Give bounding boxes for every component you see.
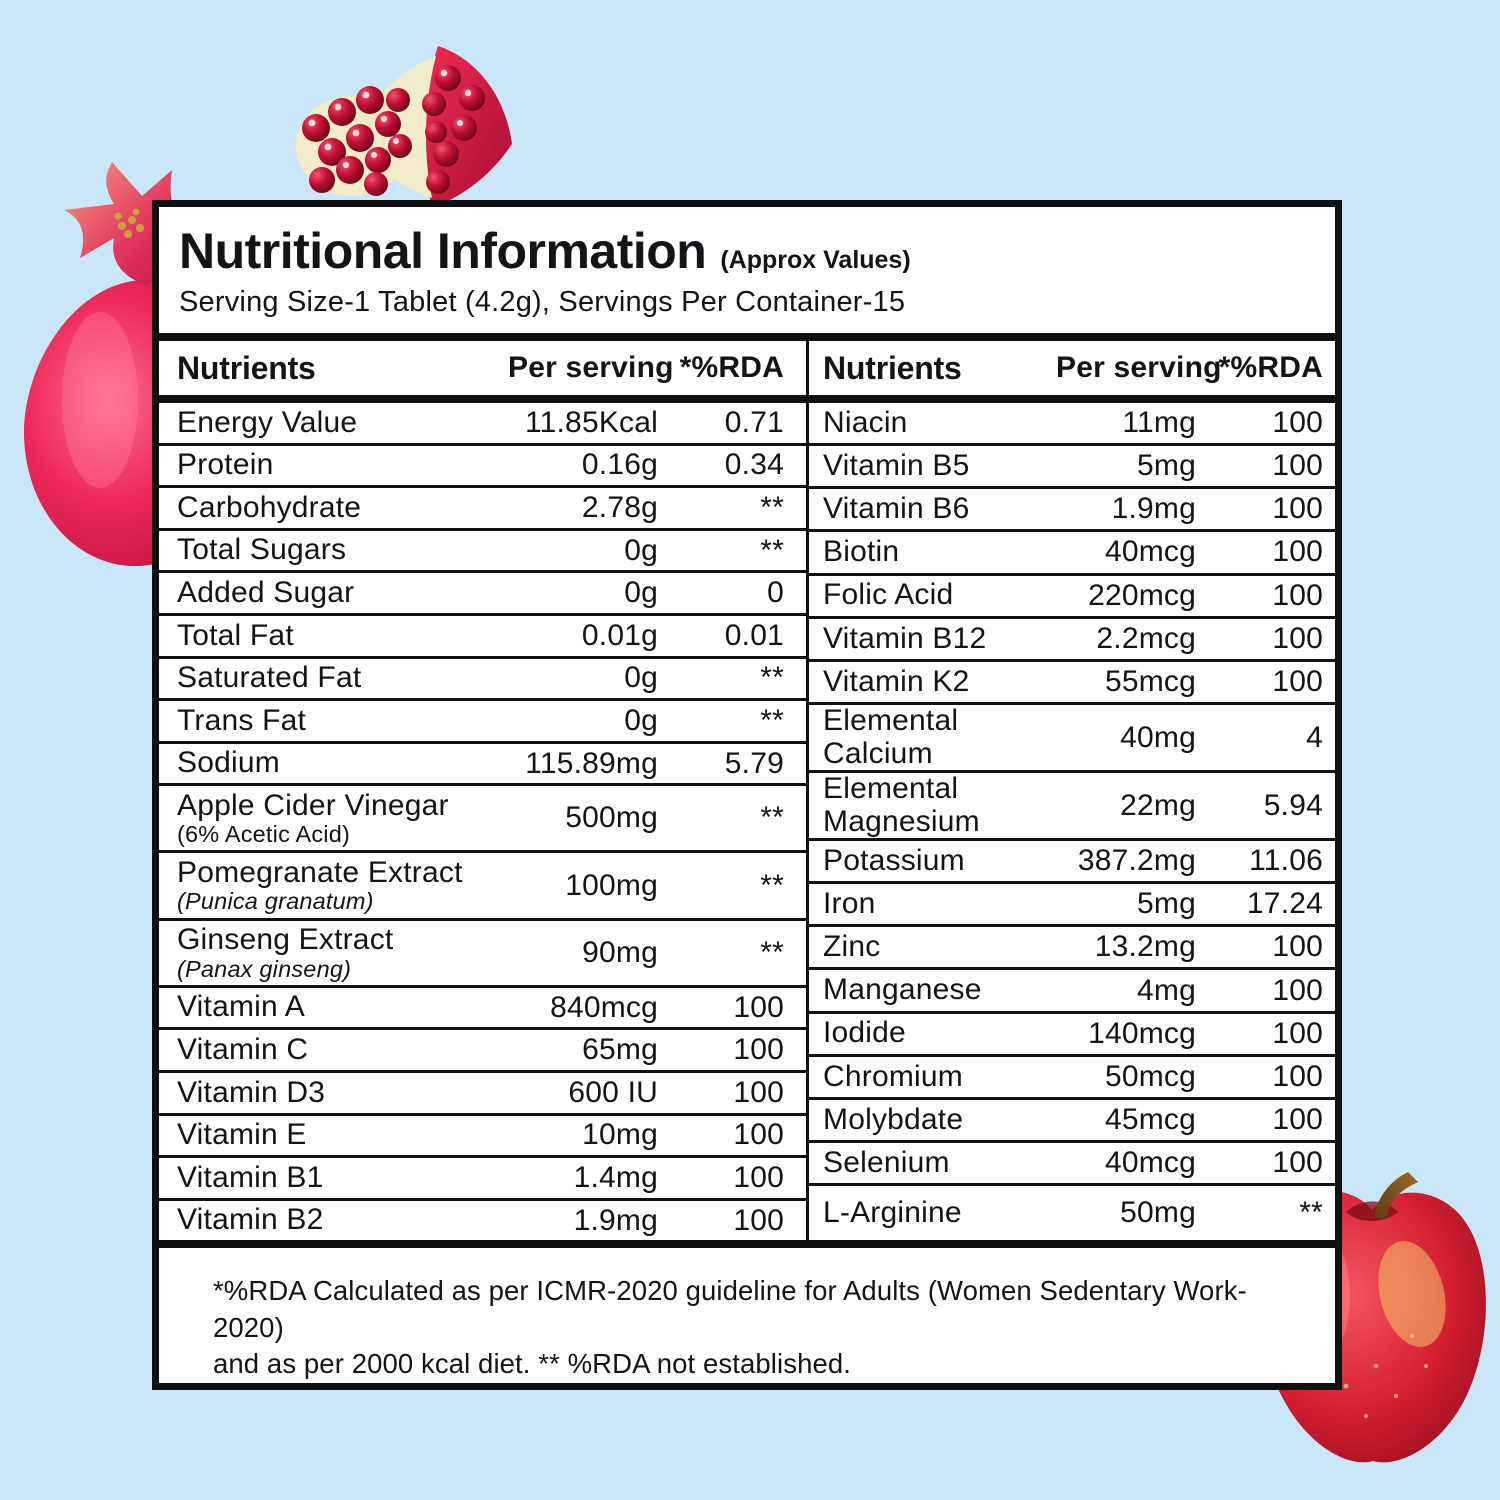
nutrient-rda: 17.24	[1246, 887, 1323, 921]
nutrient-amount: 40mg	[1120, 720, 1196, 754]
nutrient-row	[159, 488, 806, 531]
nutrient-amount: 45mcg	[1104, 1102, 1196, 1136]
nutrient-amount: 0g	[624, 703, 658, 737]
nutrient-name: Pomegranate Extract (Punica granatum)	[177, 857, 508, 914]
nutrient-name: Vitamin E	[177, 1118, 307, 1152]
nutrient-row	[809, 446, 1335, 489]
nutrient-subname: (Panax ginseng)	[177, 955, 352, 982]
nutrient-rda: 5.79	[724, 746, 784, 780]
nutrient-row	[159, 446, 806, 489]
nutrient-rda: 100	[733, 1033, 784, 1067]
nutrient-amount: 387.2mg	[1077, 844, 1196, 878]
nutrient-row	[159, 853, 806, 920]
left-table	[159, 403, 806, 1240]
nutrient-rda: **	[760, 533, 784, 567]
nutrient-row	[159, 744, 806, 787]
nutrient-name: Chromium	[823, 1059, 963, 1093]
nutrient-rda: 100	[733, 1203, 784, 1237]
nutrient-name: Added Sugar	[177, 575, 355, 609]
nutrient-name: Folic Acid	[823, 578, 954, 612]
column-header-rda: *%RDA	[1218, 351, 1323, 384]
nutrient-row	[159, 1116, 806, 1159]
nutrient-name: Iodide	[823, 1016, 906, 1050]
nutrient-row	[809, 773, 1335, 841]
nutrient-name: Sodium	[177, 746, 280, 780]
nutrient-rda: 100	[1272, 492, 1323, 526]
nutrient-row	[809, 403, 1335, 446]
nutrient-row	[159, 1030, 806, 1073]
nutrient-name: Potassium	[823, 843, 965, 877]
nutrient-rda: 100	[1272, 449, 1323, 483]
nutrient-name: Vitamin B2	[177, 1203, 324, 1237]
nutrient-name: Vitamin B5	[823, 449, 970, 483]
nutrient-name: Vitamin D3	[177, 1075, 326, 1109]
nutrient-name: Vitamin C	[177, 1032, 309, 1066]
nutrient-amount: 22mg	[1120, 788, 1196, 822]
nutrient-rda: 100	[1272, 1059, 1323, 1093]
nutrient-amount: 0g	[624, 533, 658, 567]
nutrient-rda: 0.34	[724, 448, 784, 482]
nutrient-subname: (6% Acetic Acid)	[177, 821, 350, 848]
nutrient-row	[809, 841, 1335, 884]
serving-info: Serving Size-1 Tablet (4.2g), Servings Per Container-15	[179, 285, 906, 318]
nutrient-rda: 0	[767, 576, 784, 610]
nutrient-row	[159, 701, 806, 744]
nutrient-amount: 1.4mg	[573, 1160, 658, 1194]
nutrient-amount: 11mg	[1122, 406, 1196, 440]
nutrient-rda: 100	[1272, 930, 1323, 964]
nutrient-amount: 2.78g	[581, 490, 658, 524]
left-table-header	[159, 341, 806, 395]
nutrient-amount: 100mg	[565, 868, 658, 902]
nutrient-amount: 115.89mg	[525, 746, 658, 780]
column-header-nutrients: Nutrients	[177, 349, 316, 386]
nutrient-amount: 220mcg	[1088, 578, 1196, 612]
nutrient-rda: 100	[1272, 1016, 1323, 1050]
nutrient-row	[809, 1186, 1335, 1240]
nutrient-amount: 13.2mg	[1094, 930, 1196, 964]
column-header-per-serving: Per serving	[1056, 351, 1222, 384]
page-title: Nutritional Information	[179, 223, 707, 279]
nutrient-rda: 100	[733, 1075, 784, 1109]
nutrient-name: Apple Cider Vinegar (6% Acetic Acid)	[177, 790, 508, 847]
nutrient-name: L-Arginine	[823, 1196, 962, 1230]
footnote-line: *%RDA Calculated as per ICMR-2020 guideline for Adults (Women Sedentary Work-2020)	[213, 1275, 1247, 1343]
nutrient-row	[159, 1158, 806, 1201]
nutrient-amount: 600 IU	[568, 1075, 658, 1109]
nutrient-name: Vitamin K2	[823, 664, 970, 698]
nutrient-row	[809, 970, 1335, 1013]
right-table-header	[806, 341, 1335, 395]
nutrient-rda: 100	[1272, 1102, 1323, 1136]
nutrient-rda: **	[1299, 1196, 1323, 1230]
nutrient-amount: 1.9mg	[573, 1203, 658, 1237]
nutrient-row	[809, 576, 1335, 619]
nutrient-amount: 0g	[624, 661, 658, 695]
nutrient-row	[159, 1201, 806, 1241]
nutrient-amount: 10mg	[582, 1118, 658, 1152]
nutrient-amount: 140mcg	[1088, 1016, 1196, 1050]
nutrient-row	[159, 573, 806, 616]
footnote-line: and as per 2000 kcal diet. ** %RDA not established.	[213, 1348, 851, 1380]
nutrient-amount: 4mg	[1137, 973, 1196, 1007]
nutrient-amount: 0.16g	[581, 448, 658, 482]
nutrient-amount: 0.01g	[581, 618, 658, 652]
nutrient-name: Vitamin B6	[823, 492, 970, 526]
nutrient-rda: **	[760, 703, 784, 737]
nutrient-row	[809, 927, 1335, 970]
nutrient-rda: 100	[1272, 1146, 1323, 1180]
nutrient-name: Elemental Calcium	[823, 704, 959, 770]
nutrient-row	[809, 705, 1335, 773]
nutrient-amount: 55mcg	[1104, 664, 1196, 698]
table-header-row	[159, 333, 1335, 403]
nutrient-row	[809, 1143, 1335, 1186]
nutrient-rda: **	[760, 490, 784, 524]
title-line	[179, 225, 1315, 278]
nutrient-name: Selenium	[823, 1145, 950, 1179]
nutrition-label-card	[152, 200, 1342, 1390]
rda-footnote	[159, 1240, 1335, 1383]
nutrient-name: Saturated Fat	[177, 661, 362, 695]
nutrient-rda: 5.94	[1263, 788, 1323, 822]
nutrient-rda: 100	[733, 1160, 784, 1194]
pomegranate-seeds-image	[288, 42, 516, 214]
nutrient-rda: **	[760, 868, 784, 902]
nutrient-name: Carbohydrate	[177, 490, 362, 524]
nutrient-name: Trans Fat	[177, 703, 307, 737]
nutrient-rda: 11.06	[1249, 844, 1323, 878]
nutrient-name: Vitamin B12	[823, 621, 987, 655]
column-header-per-serving: Per serving	[508, 351, 674, 384]
nutrient-row	[159, 1073, 806, 1116]
table-body	[159, 403, 1335, 1240]
nutrient-amount: 40mcg	[1104, 1146, 1196, 1180]
nutrient-name: Zinc	[823, 930, 881, 964]
nutrient-amount: 65mg	[582, 1033, 658, 1067]
nutrient-rda: 100	[733, 990, 784, 1024]
nutrient-name: Elemental Magnesium	[823, 772, 980, 838]
nutrient-name: Energy Value	[177, 405, 358, 439]
nutrient-row	[809, 619, 1335, 662]
nutrient-amount: 0g	[624, 576, 658, 610]
nutrient-amount: 40mcg	[1104, 535, 1196, 569]
nutrient-amount: 1.9mg	[1111, 492, 1196, 526]
title-note: (Approx Values)	[720, 246, 911, 274]
nutrient-amount: 90mg	[582, 935, 658, 969]
nutrient-row	[809, 884, 1335, 927]
nutrient-name: Total Fat	[177, 618, 294, 652]
nutrient-rda: 4	[1306, 720, 1323, 754]
nutrient-name: Molybdate	[823, 1102, 964, 1136]
nutrient-name: Vitamin A	[177, 990, 305, 1024]
nutrient-row	[159, 531, 806, 574]
label-header	[159, 207, 1335, 333]
nutrient-rda: 100	[1272, 578, 1323, 612]
nutrient-rda: **	[760, 661, 784, 695]
nutrient-rda: 0.01	[724, 618, 784, 652]
nutrient-amount: 5mg	[1137, 887, 1196, 921]
nutrient-row	[809, 1100, 1335, 1143]
nutrient-rda: 100	[1272, 664, 1323, 698]
nutrient-amount: 840mcg	[550, 990, 658, 1024]
nutrient-amount: 50mcg	[1104, 1059, 1196, 1093]
nutrient-row	[809, 532, 1335, 575]
nutrient-amount: 500mg	[565, 801, 658, 835]
nutrient-subname: (Punica granatum)	[177, 888, 374, 915]
nutrient-rda: 100	[1272, 535, 1323, 569]
nutrient-rda: 100	[1272, 406, 1323, 440]
nutrient-name: Iron	[823, 887, 876, 921]
nutrient-row	[159, 786, 806, 853]
column-header-nutrients: Nutrients	[823, 349, 962, 386]
nutrient-row	[159, 403, 806, 446]
nutrient-name: Vitamin B1	[177, 1160, 324, 1194]
nutrient-row	[159, 659, 806, 702]
nutrient-row	[159, 921, 806, 988]
nutrient-rda: **	[760, 935, 784, 969]
nutrient-row	[809, 1057, 1335, 1100]
column-header-rda: *%RDA	[679, 351, 784, 384]
nutrient-name: Ginseng Extract (Panax ginseng)	[177, 924, 508, 981]
nutrient-amount: 2.2mcg	[1096, 621, 1196, 655]
nutrient-rda: 100	[1272, 973, 1323, 1007]
nutrient-amount: 5mg	[1137, 449, 1196, 483]
nutrient-rda: 100	[1272, 621, 1323, 655]
nutrient-name: Total Sugars	[177, 533, 347, 567]
right-table	[806, 403, 1335, 1240]
nutrient-name: Protein	[177, 448, 274, 482]
nutrient-amount: 11.85Kcal	[524, 405, 658, 439]
nutrient-amount: 50mg	[1120, 1196, 1196, 1230]
nutrient-rda: **	[760, 801, 784, 835]
nutrient-row	[809, 662, 1335, 705]
nutrient-name: Manganese	[823, 973, 982, 1007]
nutrient-row	[809, 1014, 1335, 1057]
nutrient-name: Niacin	[823, 405, 908, 439]
nutrient-name: Biotin	[823, 535, 900, 569]
nutrient-row	[159, 988, 806, 1031]
nutrient-rda: 100	[733, 1118, 784, 1152]
nutrient-rda: 0.71	[724, 405, 784, 439]
nutrient-row	[159, 616, 806, 659]
nutrient-row	[809, 489, 1335, 532]
